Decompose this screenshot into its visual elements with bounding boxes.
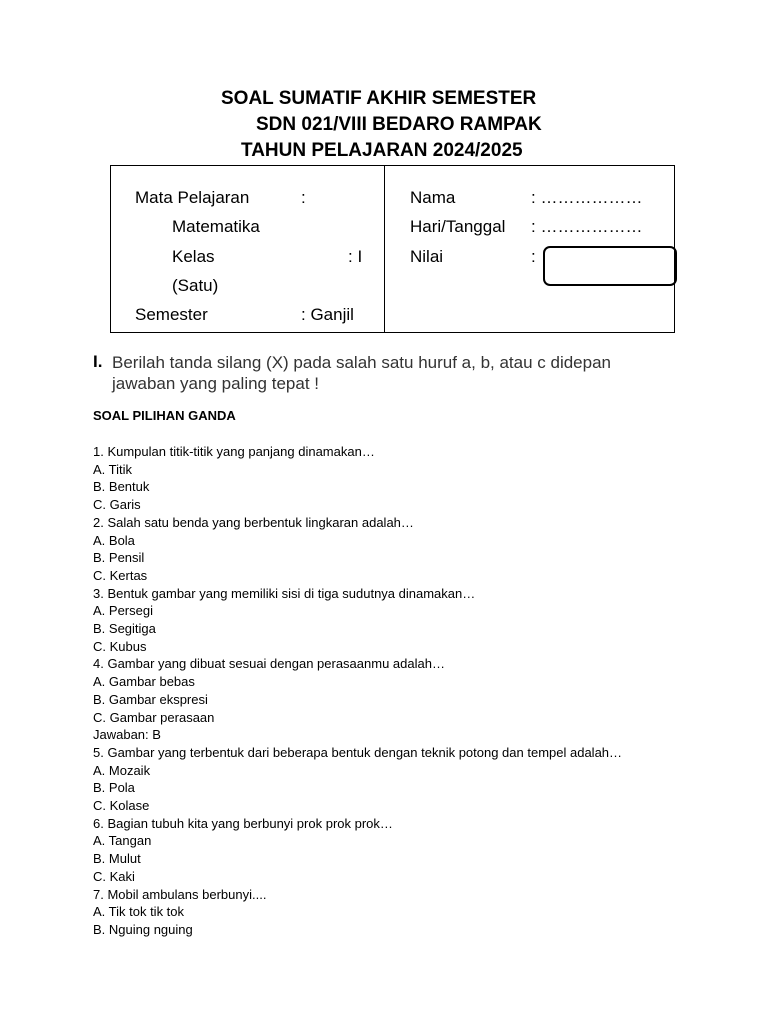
list-item: A. Tik tok tik tok <box>93 904 185 920</box>
score-box <box>543 246 677 286</box>
list-item: 5. Gambar yang terbentuk dari beberapa bentuk dengan teknik potong dan tempel adalah… <box>93 744 623 760</box>
instruction-number: I. <box>93 352 103 371</box>
hari-label: Hari/Tanggal <box>410 217 506 236</box>
table-divider <box>384 165 385 333</box>
nilai-label: Nilai <box>410 247 444 266</box>
mapel-value: Matematika <box>172 217 260 236</box>
list-item: Jawaban: B <box>93 727 161 743</box>
list-item: B. Segitiga <box>93 621 156 637</box>
nilai-colon: : <box>531 247 536 266</box>
list-item: 2. Salah satu benda yang berbentuk lingkaran adalah… <box>93 514 414 530</box>
list-item: B. Mulut <box>93 851 141 867</box>
list-item: B. Nguing nguing <box>93 921 193 937</box>
question-list <box>93 443 622 939</box>
list-item: C. Kertas <box>93 567 148 583</box>
nama-value: : ……………… <box>531 188 643 207</box>
list-item: C. Kolase <box>93 798 150 814</box>
mapel-label: Mata Pelajaran <box>135 188 250 207</box>
exam-title: SOAL SUMATIF AKHIR SEMESTER <box>221 88 537 109</box>
list-item: B. Pensil <box>93 550 145 566</box>
list-item: A. Titik <box>93 461 133 477</box>
hari-value: : ……………… <box>531 217 643 236</box>
instruction-text: Berilah tanda silang (X) pada salah satu huruf a, b, atau c didepan jawaban yang paling tepat ! <box>112 353 612 393</box>
list-item: C. Kaki <box>93 868 135 884</box>
semester-value: : Ganjil <box>301 305 354 324</box>
list-item: 1. Kumpulan titik-titik yang panjang dinamakan… <box>93 444 375 459</box>
list-item: B. Bentuk <box>93 479 150 495</box>
list-item: A. Persegi <box>93 603 153 619</box>
academic-year: TAHUN PELAJARAN 2024/2025 <box>241 140 523 161</box>
list-item: C. Garis <box>93 497 141 513</box>
list-item: A. Tangan <box>93 833 152 849</box>
list-item: 4. Gambar yang dibuat sesuai dengan perasaanmu adalah… <box>93 656 445 672</box>
section-title: SOAL PILIHAN GANDA <box>93 408 236 423</box>
list-item: 3. Bentuk gambar yang memiliki sisi di tiga sudutnya dinamakan… <box>93 585 476 601</box>
list-item: 6. Bagian tubuh kita yang berbunyi prok prok prok… <box>93 815 393 831</box>
list-item: A. Bola <box>93 532 135 548</box>
nama-label: Nama <box>410 188 456 207</box>
kelas-label: Kelas <box>172 247 215 266</box>
list-item: C. Gambar perasaan <box>93 709 215 725</box>
list-item: 7. Mobil ambulans berbunyi.... <box>93 886 267 902</box>
kelas-colon: : I <box>348 247 363 266</box>
list-item: A. Mozaik <box>93 762 151 778</box>
kelas-value: (Satu) <box>172 276 219 295</box>
list-item: A. Gambar bebas <box>93 674 195 690</box>
school-name: SDN 021/VIII BEDARO RAMPAK <box>256 114 542 135</box>
list-item: C. Kubus <box>93 638 147 654</box>
mapel-colon: : <box>301 188 306 207</box>
list-item: B. Pola <box>93 780 135 796</box>
list-item: B. Gambar ekspresi <box>93 691 208 707</box>
semester-label: Semester <box>135 305 208 324</box>
